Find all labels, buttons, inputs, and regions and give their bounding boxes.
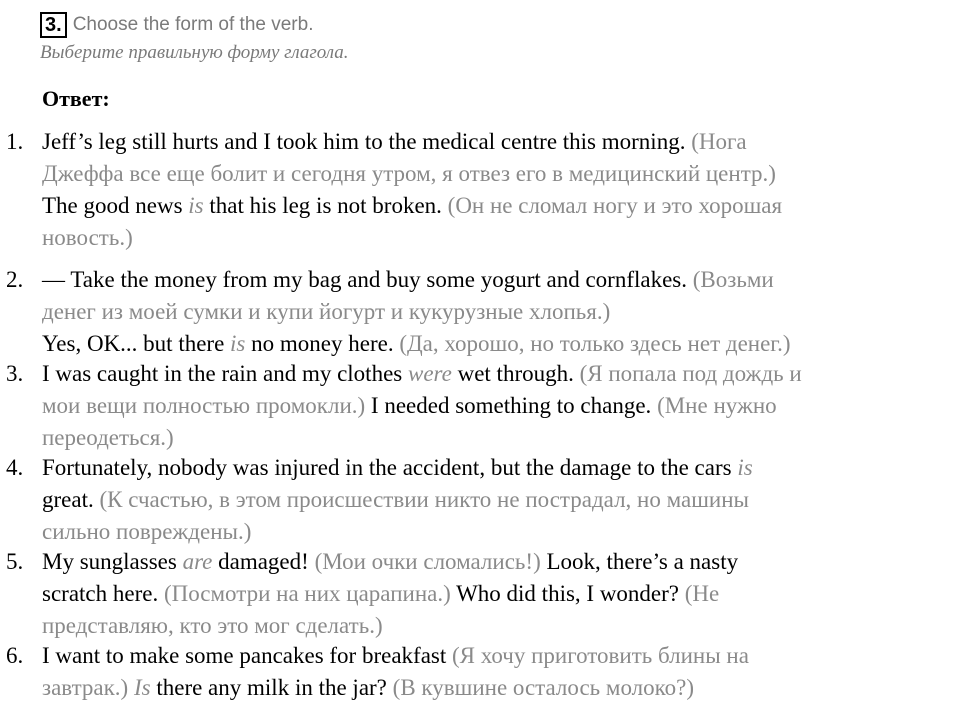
item-text: [42, 358, 948, 454]
text-line: [42, 578, 948, 610]
translation-text: денег из моей сумки и купи йогурт и кукурузные хлопья.): [42, 299, 611, 324]
translation-text: (Мне нужно: [651, 393, 777, 418]
item-text: [42, 640, 948, 704]
text-line: [42, 264, 948, 296]
exercise-title-line: [40, 10, 349, 40]
text-line: [42, 484, 948, 516]
sentence-text: I want to make some pancakes for breakfast: [42, 643, 447, 668]
item-number: 5.: [6, 549, 24, 574]
sentence-text: My sunglasses: [42, 549, 183, 574]
instruction-russian: Выберите правильную форму глагола.: [40, 42, 349, 63]
text-line: [42, 516, 948, 548]
text-line: [42, 422, 948, 454]
sentence-text: The good news: [42, 193, 189, 218]
sentence-text: — Take the money from my bag and buy some yogurt and cornflakes.: [42, 267, 687, 292]
sentence-text: I needed something to change.: [365, 393, 652, 418]
item-number: 1.: [6, 129, 24, 154]
item-text: [42, 264, 948, 360]
text-line: [42, 190, 948, 222]
item-text: [42, 452, 948, 548]
item-text: [42, 546, 948, 642]
sentence-text: Yes, OK... but there: [42, 331, 231, 356]
text-line: [42, 126, 948, 158]
translation-text: (Возьми: [687, 267, 774, 292]
sentence-text: Jeff’s leg still hurts and I took him to the medical centre this morning.: [42, 129, 686, 154]
sentence-text: there any milk in the jar?: [150, 675, 387, 700]
item-number: 3.: [6, 361, 24, 386]
verb-answer: is: [188, 193, 204, 218]
text-line: [42, 640, 948, 672]
sentence-text: scratch here.: [42, 581, 159, 606]
item-number: 4.: [6, 455, 24, 480]
answer-label: Ответ:: [42, 86, 110, 111]
text-line: [42, 672, 948, 704]
translation-text: (Он не сломал ногу и это хорошая: [441, 193, 783, 218]
text-line: [42, 610, 948, 642]
translation-text: (Не: [679, 581, 720, 606]
translation-text: сильно повреждены.): [42, 519, 252, 544]
translation-text: (К счастью, в этом происшествии никто не пострадал, но машины: [93, 487, 749, 512]
translation-text: (Нога: [685, 129, 747, 154]
text-line: [42, 296, 948, 328]
sentence-text: Fortunately, nobody was injured in the accident, but the damage to the cars: [42, 455, 738, 480]
item-number: 6.: [6, 643, 24, 668]
sentence-text: wet through.: [451, 361, 574, 386]
verb-answer: were: [407, 361, 452, 386]
translation-text: переодеться.): [42, 425, 174, 450]
translation-text: (Да, хорошо, но только здесь нет денег.): [393, 331, 791, 356]
translation-text: Джеффа все еще болит и сегодня утром, я отвез его в медицинский центр.): [42, 161, 776, 186]
text-line: [42, 546, 948, 578]
translation-text: (Посмотри на них царапина.): [158, 581, 451, 606]
text-line: [42, 222, 948, 254]
translation-text: (Я хочу приготовить блины на: [446, 643, 749, 668]
sentence-text: Who did this, I wonder?: [450, 581, 680, 606]
translation-text: представляю, кто это мог сделать.): [42, 613, 383, 638]
verb-answer: is: [737, 455, 753, 480]
translation-text: завтрак.): [42, 675, 129, 700]
item-number: 2.: [6, 267, 24, 292]
translation-text: мои вещи полностью промокли.): [42, 393, 366, 418]
exercise-number-box: 3.: [40, 12, 67, 38]
text-line: [42, 158, 948, 190]
verb-answer: are: [182, 549, 213, 574]
translation-text: (Мои очки сломались!): [308, 549, 541, 574]
item-text: [42, 126, 948, 254]
sentence-text: damaged!: [212, 549, 309, 574]
sentence-text: great.: [42, 487, 94, 512]
verb-answer: Is: [133, 675, 151, 700]
translation-text: новость.): [42, 225, 133, 250]
sentence-text: that his leg is not broken.: [203, 193, 442, 218]
translation-text: (Я попала под дождь и: [573, 361, 802, 386]
sentence-text: no money here.: [245, 331, 394, 356]
text-line: [42, 358, 948, 390]
text-line: [42, 390, 948, 422]
translation-text: (В кувшине осталось молоко?): [386, 675, 695, 700]
text-line: [42, 328, 948, 360]
sentence-text: I was caught in the rain and my clothes: [42, 361, 408, 386]
instruction-english: Choose the form of the verb.: [72, 14, 314, 35]
exercise-header: [40, 10, 349, 64]
text-line: [42, 452, 948, 484]
sentence-text: Look, there’s a nasty: [540, 549, 739, 574]
verb-answer: is: [230, 331, 246, 356]
